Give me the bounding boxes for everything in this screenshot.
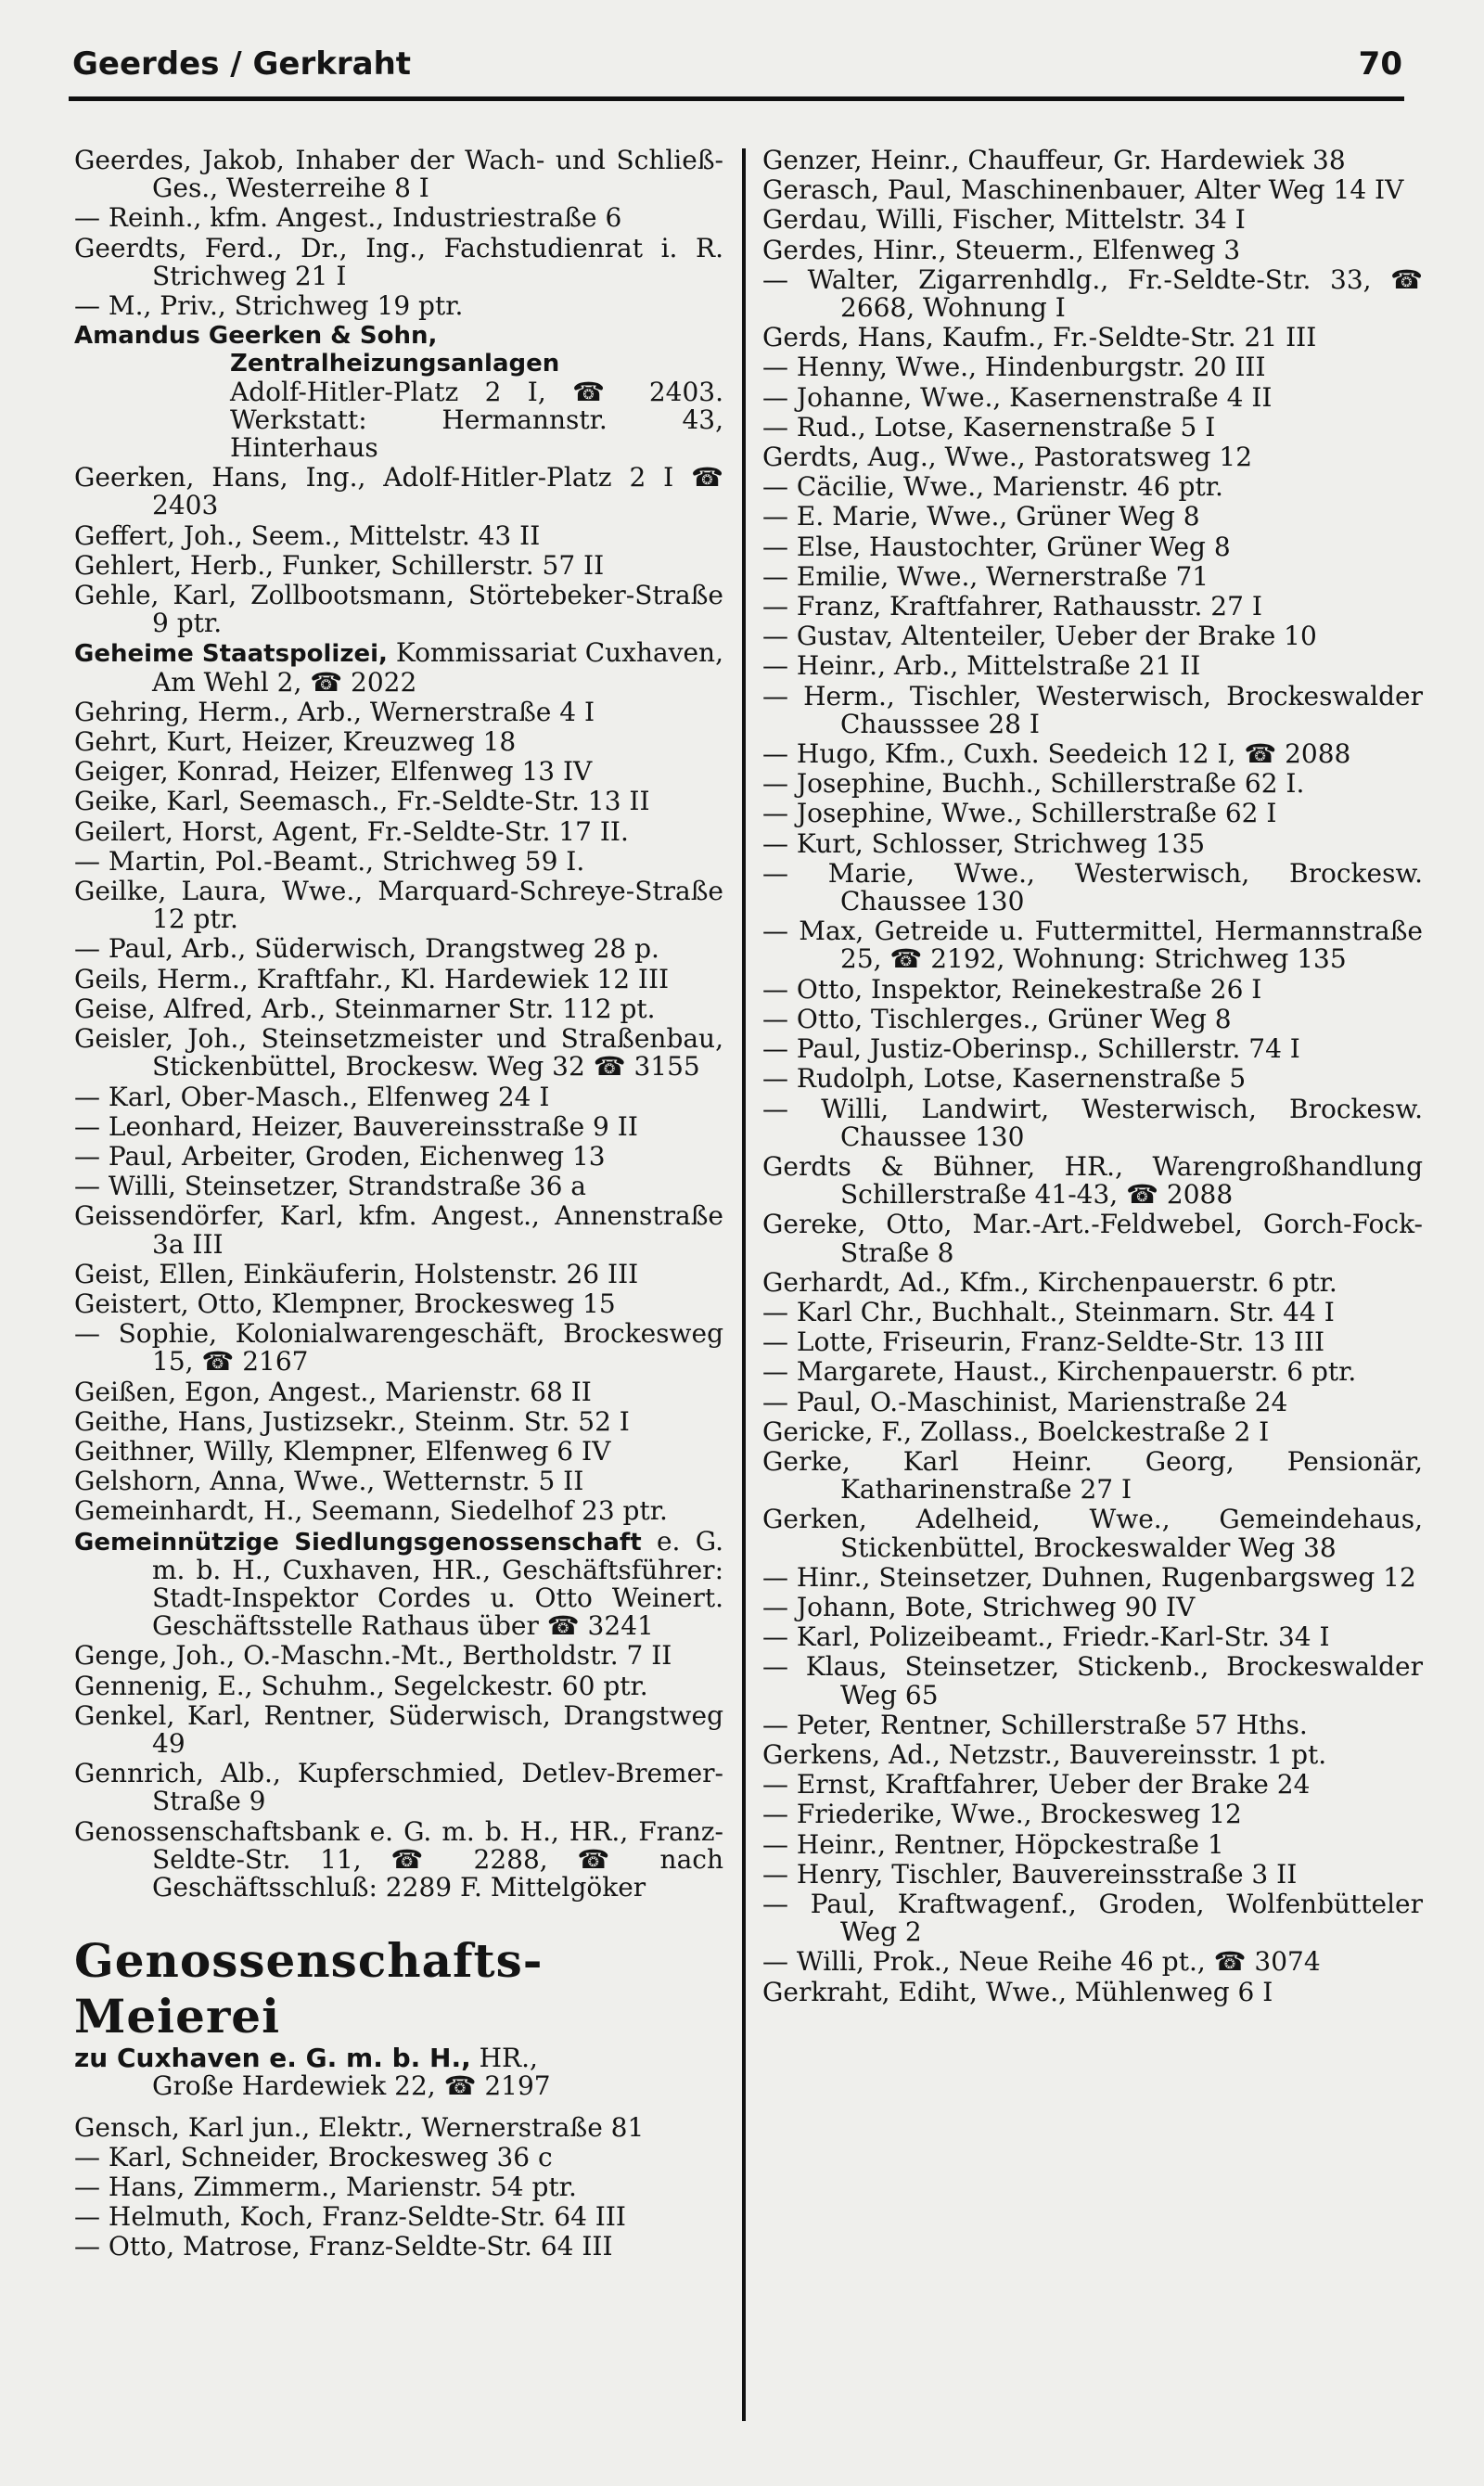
list-item: — Henry, Tischler, Bauvereinsstraße 3 II	[762, 1858, 1298, 1890]
firm-entry-amandus	[74, 322, 723, 462]
list-item: — Ernst, Kraftfahrer, Ueber der Brake 24	[762, 1769, 1311, 1800]
firm-name: Gemeinnützige Siedlungsgenossenschaft	[74, 1528, 642, 1557]
list-item: — Henny, Wwe., Hindenburgstr. 20 III	[762, 352, 1266, 383]
list-item: Gerdau, Willi, Fischer, Mittelstr. 34 I	[762, 204, 1246, 236]
list-item: — Reinh., kfm. Angest., Industriestraße 6	[74, 202, 622, 234]
list-item: Geise, Alfred, Arb., Steinmarner Str. 112 pt.	[74, 993, 656, 1024]
list-item: Geerdes, Jakob, Inhaber der Wach- und Schließ-Ges., Westerreihe 8 I	[74, 145, 723, 204]
list-item: — Willi, Steinsetzer, Strandstraße 36 a	[74, 1171, 586, 1202]
list-item: — Leonhard, Heizer, Bauvereinsstraße 9 II	[74, 1110, 638, 1142]
list-item: Gemeinhardt, H., Seemann, Siedelhof 23 ptr.	[74, 1495, 668, 1527]
list-item: Geiger, Konrad, Heizer, Elfenweg 13 IV	[74, 756, 593, 788]
firm-details: Kommissariat Cuxhaven, Am Wehl 2, ☎ 2022	[152, 637, 723, 698]
list-item: — Else, Haustochter, Grüner Weg 8	[762, 531, 1231, 562]
list-item: Gerasch, Paul, Maschinenbauer, Alter Weg 14 IV	[762, 174, 1404, 206]
list-item: Geissendörfer, Karl, kfm. Angest., Annenstraße 3a III	[74, 1200, 723, 1260]
list-item: Gericke, F., Zollass., Boelckestraße 2 I	[762, 1416, 1270, 1447]
list-item: — Franz, Kraftfahrer, Rathausstr. 27 I	[762, 591, 1262, 622]
ad-subtitle: zu Cuxhaven e. G. m. b. H.,	[74, 2043, 471, 2074]
list-item: — Willi, Landwirt, Westerwisch, Brockesw. Chaussee 130	[762, 1093, 1423, 1152]
list-item: — Cäcilie, Wwe., Marienstr. 46 ptr.	[762, 471, 1223, 503]
list-item: Gennrich, Alb., Kupferschmied, Detlev-Bremer-Straße 9	[74, 1758, 723, 1817]
list-item: Gennenig, E., Schuhm., Segelckestr. 60 ptr.	[74, 1670, 648, 1701]
list-item: Geithner, Willy, Klempner, Elfenweg 6 IV	[74, 1435, 611, 1467]
list-item: Gerken, Adelheid, Wwe., Gemeindehaus, Stickenbüttel, Brockeswalder Weg 38	[762, 1504, 1423, 1563]
list-item: — Margarete, Haust., Kirchenpauerstr. 6 ptr.	[762, 1356, 1357, 1388]
page-number: 70	[1358, 45, 1402, 83]
list-item: Gehring, Herm., Arb., Wernerstraße 4 I	[74, 696, 595, 727]
list-item: Geithe, Hans, Justizsekr., Steinm. Str. 52 I	[74, 1405, 630, 1437]
list-item: Gerdts, Aug., Wwe., Pastoratsweg 12	[762, 442, 1253, 473]
list-item: Gereke, Otto, Mar.-Art.-Feldwebel, Gorch-Fock-Straße 8	[762, 1209, 1423, 1268]
list-item: Gerds, Hans, Kaufm., Fr.-Seldte-Str. 21 III	[762, 322, 1317, 353]
list-item: — Karl, Polizeibeamt., Friedr.-Karl-Str. 34 I	[762, 1621, 1330, 1653]
list-item: — Rud., Lotse, Kasernenstraße 5 I	[762, 411, 1216, 442]
list-item: — Johanne, Wwe., Kasernenstraße 4 II	[762, 381, 1273, 413]
ad-title: Genossenschafts-Meierei	[74, 1933, 544, 2044]
list-item: — Otto, Inspektor, Reinekestraße 26 I	[762, 973, 1262, 1005]
list-item: Geffert, Joh., Seem., Mittelstr. 43 II	[74, 519, 541, 551]
firm-name: Amandus Geerken & Sohn,	[74, 322, 438, 351]
list-item: Gehlert, Herb., Funker, Schillerstr. 57 II	[74, 549, 605, 581]
list-item: Geike, Karl, Seemasch., Fr.-Seldte-Str. 13 II	[74, 786, 650, 817]
list-item: Gerkens, Ad., Netzstr., Bauvereinsstr. 1 pt.	[762, 1738, 1327, 1770]
page-title: Geerdes / Gerkraht	[72, 45, 412, 83]
list-item: — Marie, Wwe., Westerwisch, Brockesw. Chaussee 130	[762, 857, 1423, 917]
list-item: — M., Priv., Strichweg 19 ptr.	[74, 290, 464, 322]
list-item: — Otto, Tischlerges., Grüner Weg 8	[762, 1003, 1232, 1034]
list-item: Gensch, Karl jun., Elektr., Wernerstraße 81	[74, 2111, 645, 2143]
list-item: — Willi, Prok., Neue Reihe 46 pt., ☎ 3074	[762, 1946, 1321, 1978]
list-item: — Paul, O.-Maschinist, Marienstraße 24	[762, 1386, 1288, 1417]
list-item: Genzer, Heinr., Chauffeur, Gr. Hardewiek 38	[762, 145, 1346, 175]
list-item: — Karl, Schneider, Brockesweg 36 c	[74, 2141, 553, 2172]
list-item: — Heinr., Arb., Mittelstraße 21 II	[762, 650, 1201, 682]
list-item: Gerkraht, Ediht, Wwe., Mühlenweg 6 I	[762, 1976, 1273, 2007]
list-item: — Kurt, Schlosser, Strichweg 135	[762, 827, 1206, 859]
firm-entry-gestapo	[74, 639, 723, 696]
list-item: Geilert, Horst, Agent, Fr.-Seldte-Str. 17 II.	[74, 815, 629, 847]
list-item: — Paul, Justiz-Oberinsp., Schillerstr. 74 I	[762, 1033, 1300, 1065]
page-header	[72, 35, 1402, 93]
list-item: Genossenschaftsbank e. G. m. b. H., HR., Franz-Seldte-Str. 11, ☎ 2288, ☎ nach Geschäftsschluß: 2289 F. Mittelgöker	[74, 1815, 723, 1903]
list-item: — Otto, Matrose, Franz-Seldte-Str. 64 III	[74, 2231, 613, 2262]
list-item: Geerdts, Ferd., Dr., Ing., Fachstudienrat i. R. Strichweg 21 I	[74, 232, 723, 291]
list-item: — Paul, Arb., Süderwisch, Drangstweg 28 p.	[74, 933, 659, 965]
list-item: — Karl, Ober-Masch., Elfenweg 24 I	[74, 1081, 550, 1112]
list-item: — Emilie, Wwe., Wernerstraße 71	[762, 560, 1209, 592]
list-item: Gelshorn, Anna, Wwe., Wetternstr. 5 II	[74, 1466, 584, 1497]
list-item: — Karl Chr., Buchhalt., Steinmarn. Str. 44 I	[762, 1296, 1335, 1327]
list-item: — Max, Getreide u. Futtermittel, Hermannstraße 25, ☎ 2192, Wohnung: Strichweg 135	[762, 916, 1423, 975]
list-item: Geist, Ellen, Einkäuferin, Holstenstr. 26 III	[74, 1258, 639, 1289]
list-item: — Paul, Kraftwagenf., Groden, Wolfenbütteler Weg 2	[762, 1888, 1423, 1948]
list-item: Geils, Herm., Kraftfahr., Kl. Hardewiek 12 III	[74, 963, 670, 994]
list-item: Geistert, Otto, Klempner, Brockesweg 15	[74, 1288, 616, 1319]
list-item: — E. Marie, Wwe., Grüner Weg 8	[762, 501, 1200, 532]
ad-address: Große Hardewiek 22, ☎ 2197	[152, 2070, 551, 2102]
list-item: — Klaus, Steinsetzer, Stickenb., Brockeswalder Weg 65	[762, 1651, 1423, 1711]
list-item: — Gustav, Altenteiler, Ueber der Brake 10	[762, 621, 1317, 652]
list-item: — Rudolph, Lotse, Kasernenstraße 5	[762, 1063, 1247, 1095]
header-rule	[69, 96, 1404, 101]
firm-details: e. G. m. b. H., Cuxhaven, HR., Geschäftsführer: Stadt-Inspektor Cordes u. Otto Weinert. Geschäftsstelle Rathaus über ☎ 3241	[152, 1525, 723, 1642]
list-item: — Josephine, Wwe., Schillerstraße 62 I	[762, 798, 1277, 829]
list-item: Gerdes, Hinr., Steuerm., Elfenweg 3	[762, 234, 1241, 265]
list-item: Genge, Joh., O.-Maschn.-Mt., Bertholdstr. 7 II	[74, 1640, 672, 1672]
list-item: Gerhardt, Ad., Kfm., Kirchenpauerstr. 6 ptr.	[762, 1266, 1337, 1298]
list-item: Gehrt, Kurt, Heizer, Kreuzweg 18	[74, 726, 517, 758]
firm-name: Geheime Staatspolizei,	[74, 640, 388, 669]
list-item: Geisler, Joh., Steinsetzmeister und Straßenbau, Stickenbüttel, Brockesw. Weg 32 ☎ 3155	[74, 1023, 723, 1083]
firm-entry-siedlung	[74, 1525, 723, 1642]
list-item: — Herm., Tischler, Westerwisch, Brockeswalder Chausssee 28 I	[762, 680, 1423, 739]
list-item: — Paul, Arbeiter, Groden, Eichenweg 13	[74, 1140, 606, 1172]
right-column	[762, 147, 1423, 2458]
firm-address: Adolf-Hitler-Platz 2 I, ☎ 2403. Werkstatt: Hermannstr. 43, Hinterhaus	[230, 376, 723, 464]
list-item: Geerken, Hans, Ing., Adolf-Hitler-Platz 2 I ☎ 2403	[74, 462, 723, 521]
list-item: — Walter, Zigarrenhdlg., Fr.-Seldte-Str. 33, ☎ 2668, Wohnung I	[762, 263, 1423, 324]
list-item: Gehle, Karl, Zollbootsmann, Störtebeker-Straße 9 ptr.	[74, 580, 723, 639]
list-item: — Friederike, Wwe., Brockesweg 12	[762, 1799, 1242, 1830]
list-item: — Johann, Bote, Strichweg 90 IV	[762, 1591, 1196, 1622]
list-item: Gerke, Karl Heinr. Georg, Pensionär, Katharinenstraße 27 I	[762, 1445, 1423, 1506]
list-item: Geißen, Egon, Angest., Marienstr. 68 II	[74, 1376, 592, 1407]
list-item: — Josephine, Buchh., Schillerstraße 62 I.	[762, 768, 1305, 800]
advertisement-meierei	[74, 1933, 723, 2100]
ad-subtitle-tail: HR.,	[479, 2043, 538, 2074]
list-item: — Sophie, Kolonialwarengeschäft, Brockesweg 15, ☎ 2167	[74, 1318, 723, 1378]
list-item: Genkel, Karl, Rentner, Süderwisch, Drangstweg 49	[74, 1699, 723, 1759]
list-item: Geilke, Laura, Wwe., Marquard-Schreye-Straße 12 ptr.	[74, 876, 723, 935]
list-item: Gerdts & Bühner, HR., Warengroßhandlung Schillerstraße 41-43, ☎ 2088	[762, 1150, 1423, 1211]
list-item: — Peter, Rentner, Schillerstraße 57 Hths.	[762, 1709, 1308, 1740]
left-column	[74, 147, 723, 2458]
list-item: — Heinr., Rentner, Höpckestraße 1	[762, 1828, 1224, 1860]
list-item: — Helmuth, Koch, Franz-Seldte-Str. 64 III	[74, 2201, 626, 2233]
column-divider	[742, 148, 746, 2421]
firm-line: Zentralheizungsanlagen	[230, 350, 560, 378]
list-item: — Lotte, Friseurin, Franz-Seldte-Str. 13 III	[762, 1326, 1325, 1358]
list-item: — Martin, Pol.-Beamt., Strichweg 59 I.	[74, 845, 585, 877]
list-item: — Hans, Zimmerm., Marienstr. 54 ptr.	[74, 2172, 577, 2202]
list-item: — Hinr., Steinsetzer, Duhnen, Rugenbargsweg 12	[762, 1561, 1416, 1593]
list-item: — Hugo, Kfm., Cuxh. Seedeich 12 I, ☎ 2088	[762, 738, 1351, 770]
